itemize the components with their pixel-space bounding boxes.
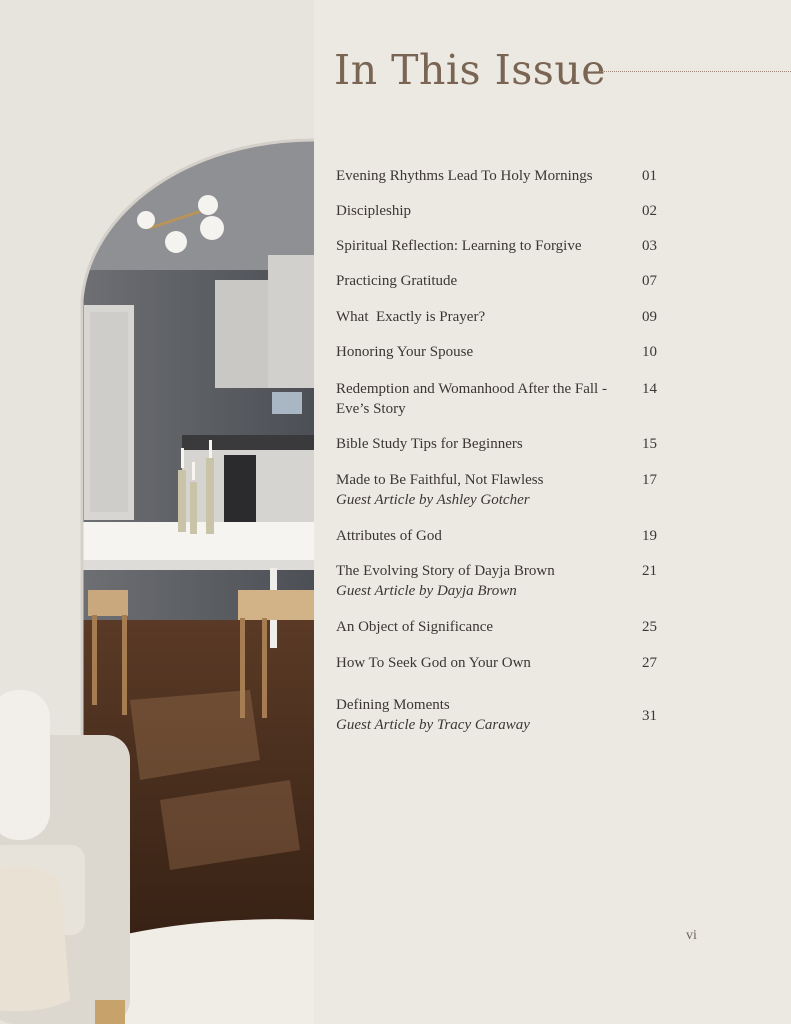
toc-item-page: 10 [642, 344, 657, 360]
toc-panel [314, 0, 791, 1024]
toc-item-page: 02 [642, 203, 657, 219]
toc-item-title: Evening Rhythms Lead To Holy Mornings [336, 168, 593, 184]
toc-item-page: 14 [642, 381, 657, 397]
toc-item-page: 19 [642, 528, 657, 544]
toc-item-title: Honoring Your Spouse [336, 344, 474, 360]
toc-item-title: Attributes of God [336, 528, 442, 544]
toc-item-title: What Exactly is Prayer? [336, 309, 486, 325]
toc-item-title: Practicing Gratitude [336, 273, 458, 289]
interior-photo [0, 0, 314, 1024]
toc-item-title: The Evolving Story of Dayja Brown [336, 563, 555, 579]
toc-item-title: Made to Be Faithful, Not Flawless [336, 472, 544, 488]
page-number: vi [686, 928, 697, 943]
toc-item-title: Spiritual Reflection: Learning to Forgive [336, 238, 582, 254]
toc-item-title: Defining Moments [336, 697, 450, 713]
toc-item-title: How To Seek God on Your Own [336, 655, 531, 671]
toc-item-subtitle: Guest Article by Dayja Brown [336, 583, 517, 599]
toc-item-title: Bible Study Tips for Beginners [336, 436, 523, 452]
toc-item-page: 31 [642, 708, 657, 724]
title-divider [594, 71, 791, 72]
page-title: In This Issue [334, 46, 607, 94]
toc-item-title: Discipleship [336, 203, 411, 219]
toc-item-page: 15 [642, 436, 657, 452]
toc-item-page: 01 [642, 168, 657, 184]
toc-item-page: 03 [642, 238, 657, 254]
toc-item-title: An Object of Significance [336, 619, 494, 635]
toc-item-page: 27 [642, 655, 657, 671]
toc-item-title: Redemption and Womanhood After the Fall - Eve’s Story [336, 381, 607, 417]
toc-item-subtitle: Guest Article by Ashley Gotcher [336, 492, 530, 508]
toc-item-page: 17 [642, 472, 657, 488]
toc-item-page: 25 [642, 619, 657, 635]
toc-item-page: 07 [642, 273, 657, 289]
toc-item-page: 21 [642, 563, 657, 579]
toc-item-page: 09 [642, 309, 657, 325]
toc-item-subtitle: Guest Article by Tracy Caraway [336, 717, 530, 733]
